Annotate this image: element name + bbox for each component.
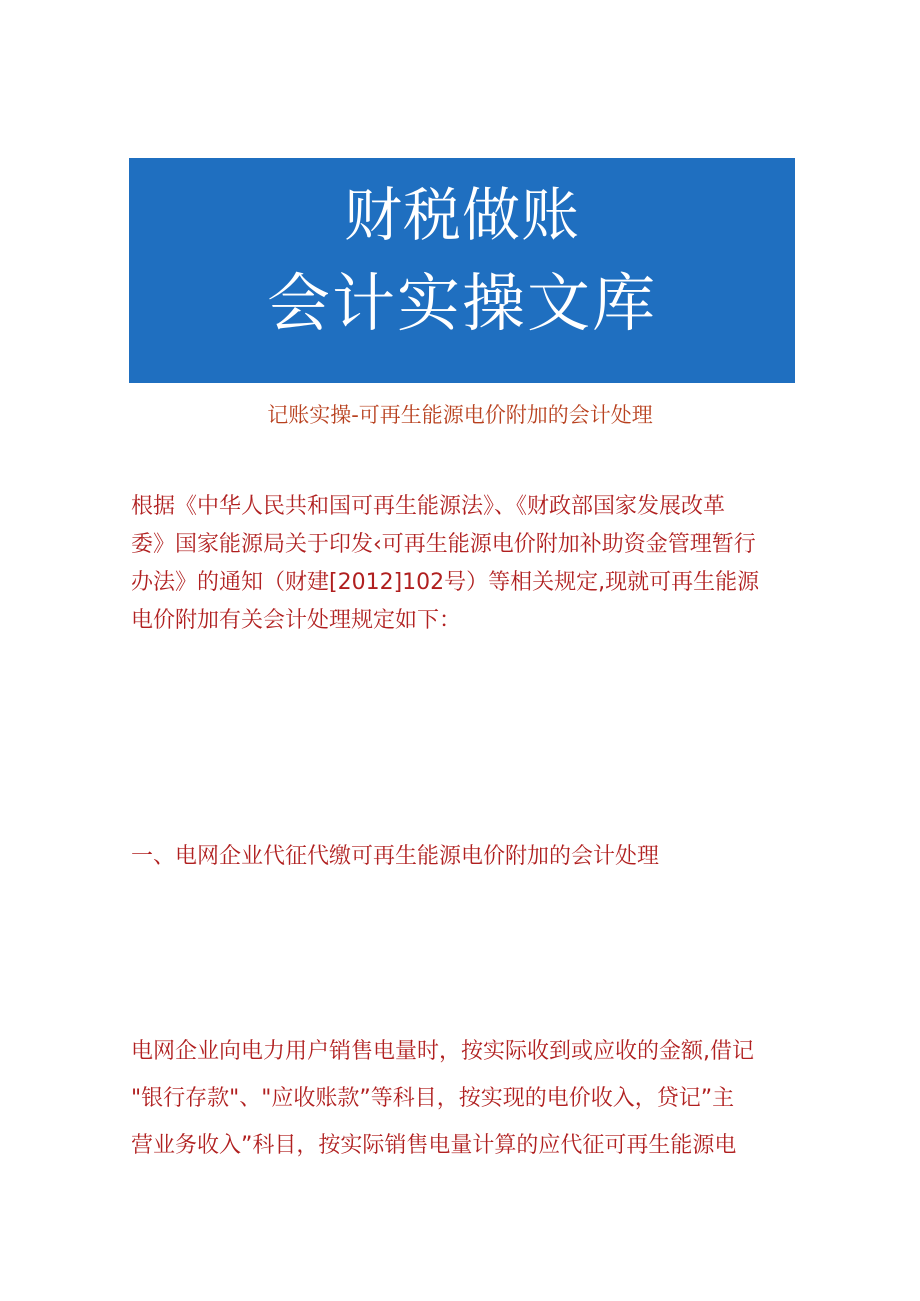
section-paragraph [131,1028,793,1169]
intro-paragraph [131,488,793,640]
intro-line: 根据《中华人民共和国可再生能源法》、《财政部国家发展改革 [131,494,726,519]
document-subtitle: 记账实操-可再生能源电价附加的会计处理 [267,403,653,427]
title-banner [129,158,795,383]
section-line: 营业务收入”科目，按实际销售电量计算的应代征可再生能源电 [131,1133,737,1158]
section-line: "银行存款"、"应收账款”等科目，按实现的电价收入，贷记”主 [131,1086,735,1111]
intro-line: 办法》的通知（财建[2012]102号）等相关规定,现就可再生能源 [131,570,760,595]
intro-line: 委》国家能源局关于印发‹可再生能源电价附加补助资金管理暂行 [131,532,756,557]
section-line: 电网企业向电力用户销售电量时，按实际收到或应收的金额,借记 [131,1039,754,1064]
banner-title-line1: 财税做账 [343,181,580,249]
section-heading: 一、电网企业代征代缴可再生能源电价附加的会计处理 [131,844,660,869]
banner-title-line2: 会计实操文库 [267,267,657,340]
intro-line: 电价附加有关会计处理规定如下： [131,608,462,633]
